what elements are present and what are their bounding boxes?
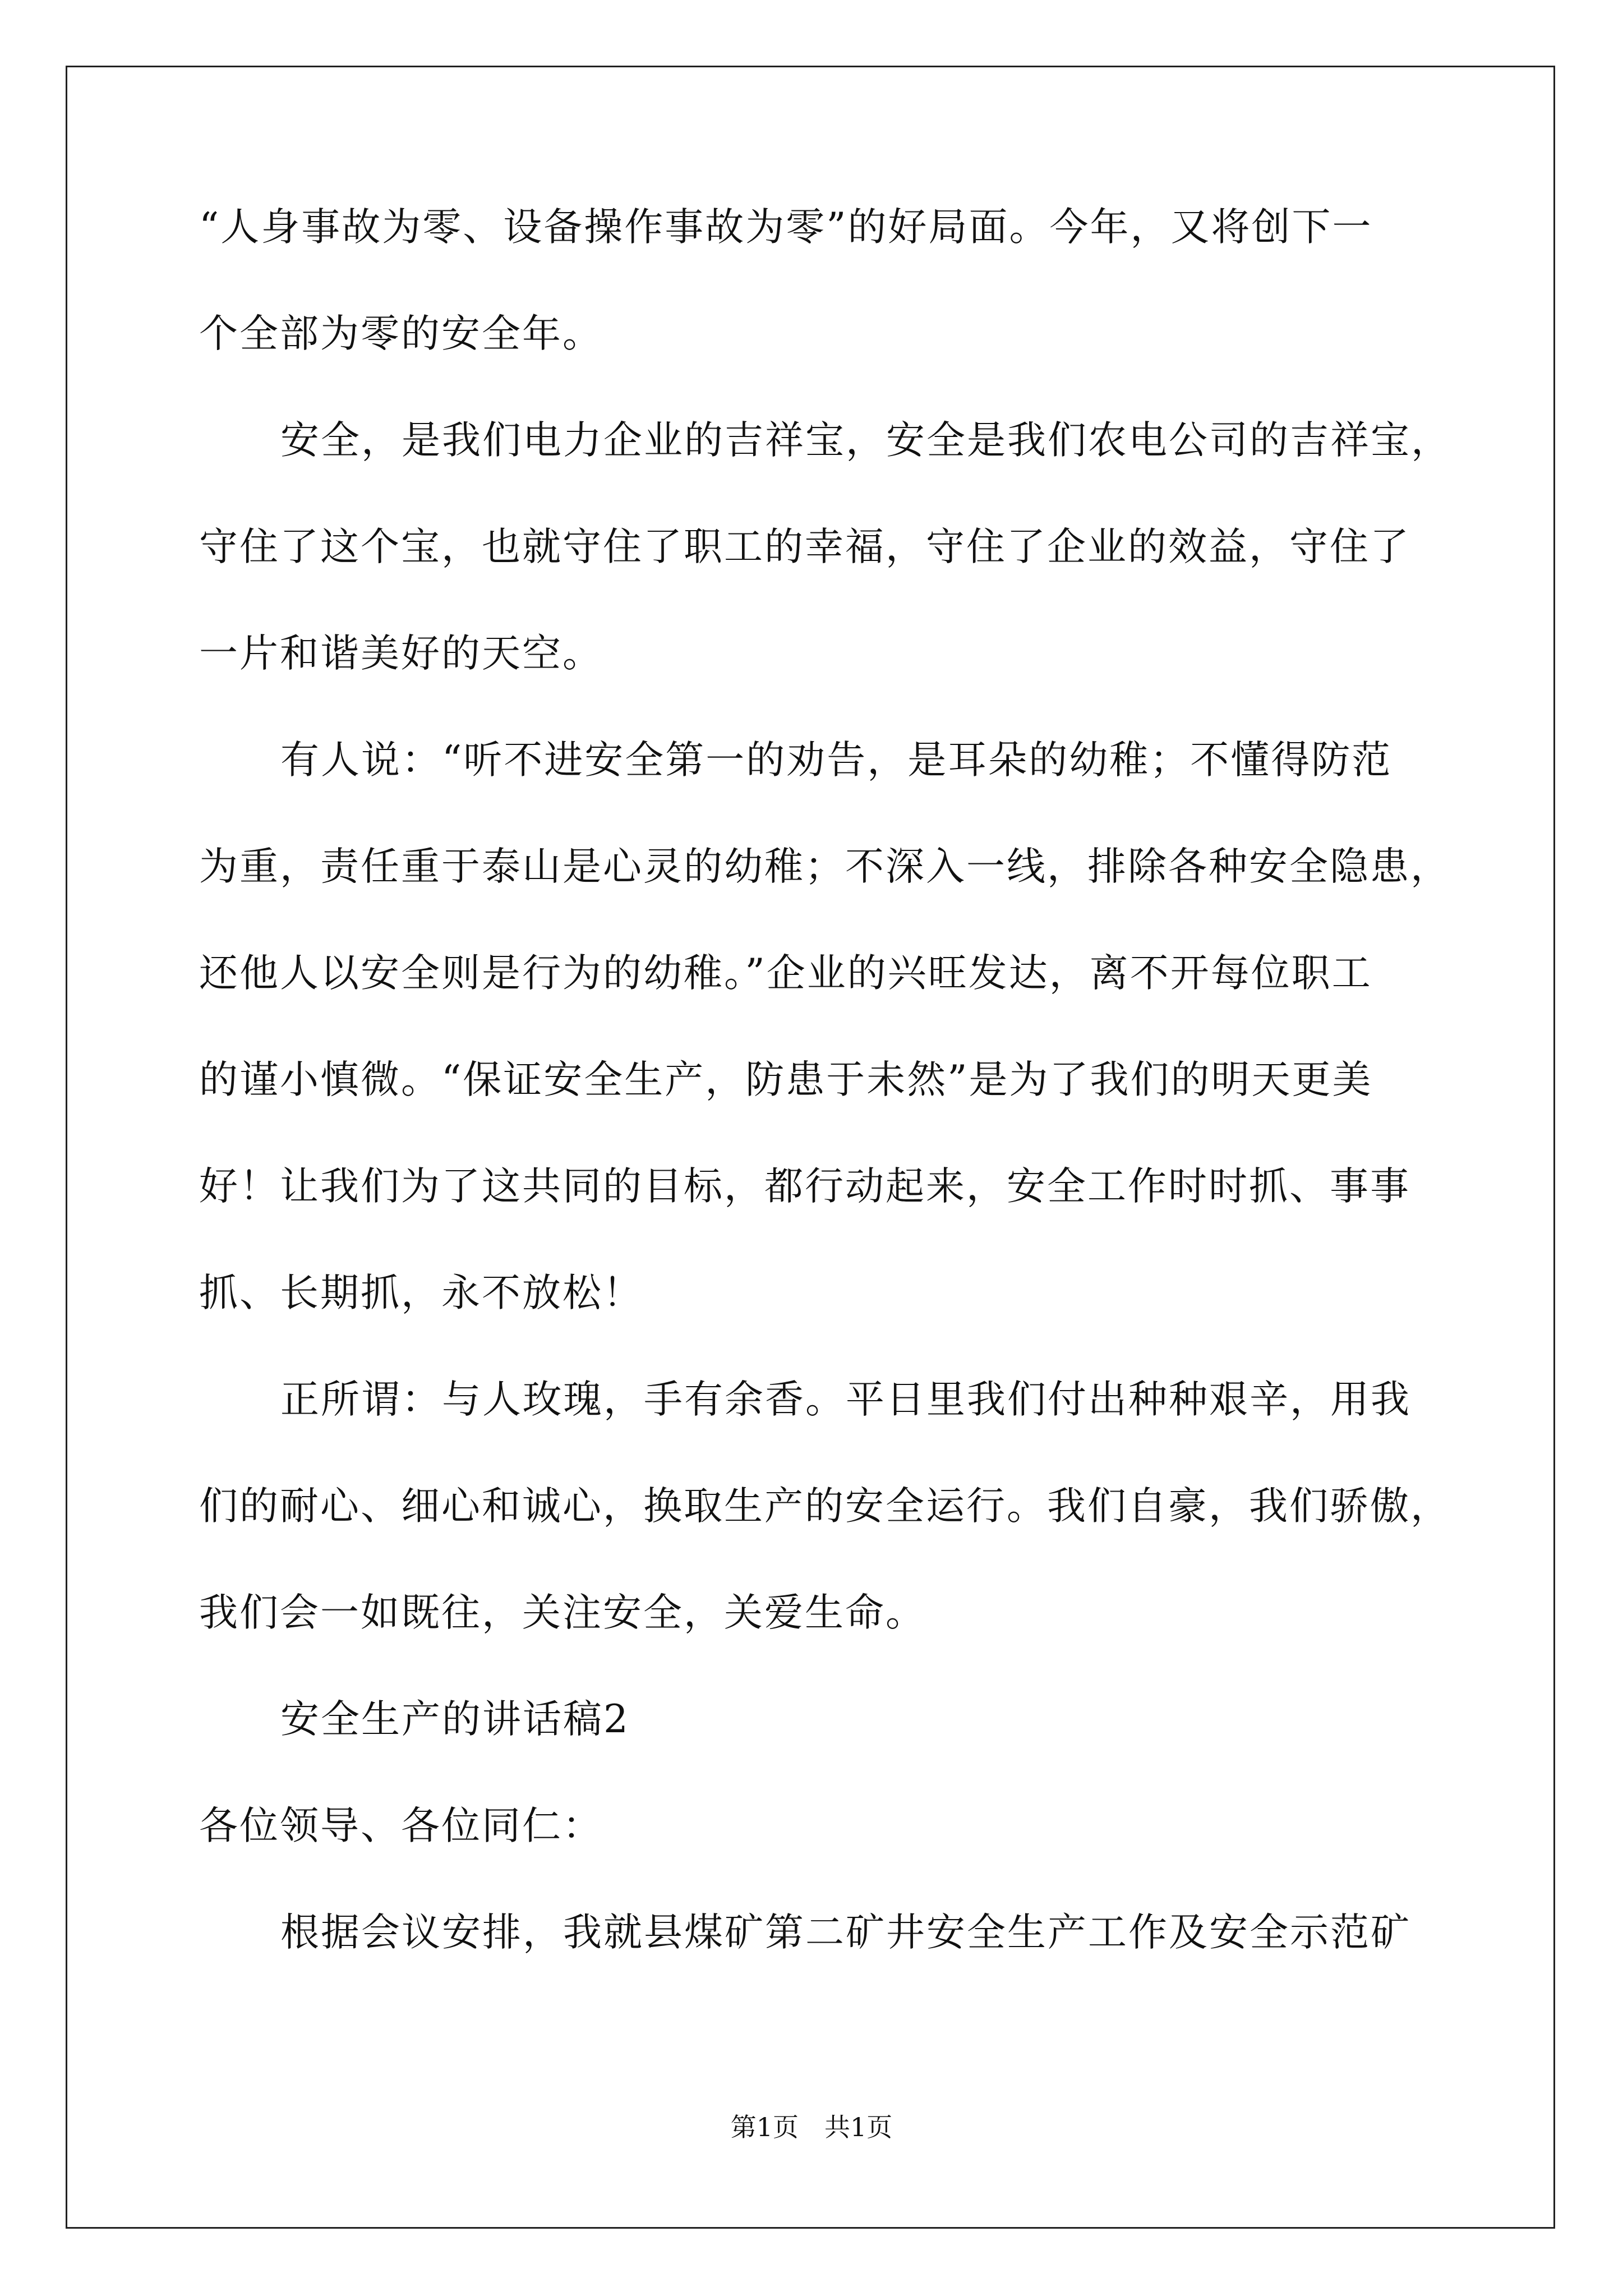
- text-line: 一片和谐美好的天空。: [199, 631, 603, 676]
- salutation: 各位领导、各位同仁：: [199, 1803, 603, 1848]
- paragraph-start: 正所谓：与人玫瑰，手有余香。平日里我们付出种种艰辛，用我: [280, 1377, 1411, 1422]
- paragraph-start: 根据会议安排，我就县煤矿第二矿井安全生产工作及安全示范矿: [280, 1910, 1411, 1955]
- section-heading: 安全生产的讲话稿2: [280, 1697, 630, 1742]
- page-border: [66, 66, 1555, 2229]
- page-number-footer: 第1页 共1页: [730, 2112, 893, 2142]
- text-line: 们的耐心、细心和诚心，换取生产的安全运行。我们自豪，我们骄傲，: [199, 1484, 1451, 1529]
- text-line: 守住了这个宝，也就守住了职工的幸福，守住了企业的效益，守住了: [199, 524, 1410, 569]
- text-line: 为重，责任重于泰山是心灵的幼稚；不深入一线，排除各种安全隐患，: [199, 844, 1451, 889]
- text-line: 好！让我们为了这共同的目标，都行动起来，安全工作时时抓、事事: [199, 1164, 1410, 1209]
- paragraph-start: 有人说：“听不进安全第一的劝告，是耳朵的幼稚；不懂得防范: [280, 738, 1393, 783]
- text-line: 还他人以安全则是行为的幼稚。”企业的兴旺发达，离不开每位职工: [199, 951, 1372, 996]
- text-line: “人身事故为零、设备操作事故为零”的好局面。今年，又将创下一: [199, 205, 1373, 250]
- paragraph-start: 安全，是我们电力企业的吉祥宝，安全是我们农电公司的吉祥宝，: [280, 418, 1451, 463]
- text-line: 抓、长期抓，永不放松！: [199, 1271, 643, 1315]
- text-line: 我们会一如既往，关注安全，关爱生命。: [199, 1590, 926, 1635]
- text-line: 个全部为零的安全年。: [199, 311, 603, 356]
- text-line: 的谨小慎微。“保证安全生产，防患于未然”是为了我们的明天更美: [199, 1057, 1373, 1102]
